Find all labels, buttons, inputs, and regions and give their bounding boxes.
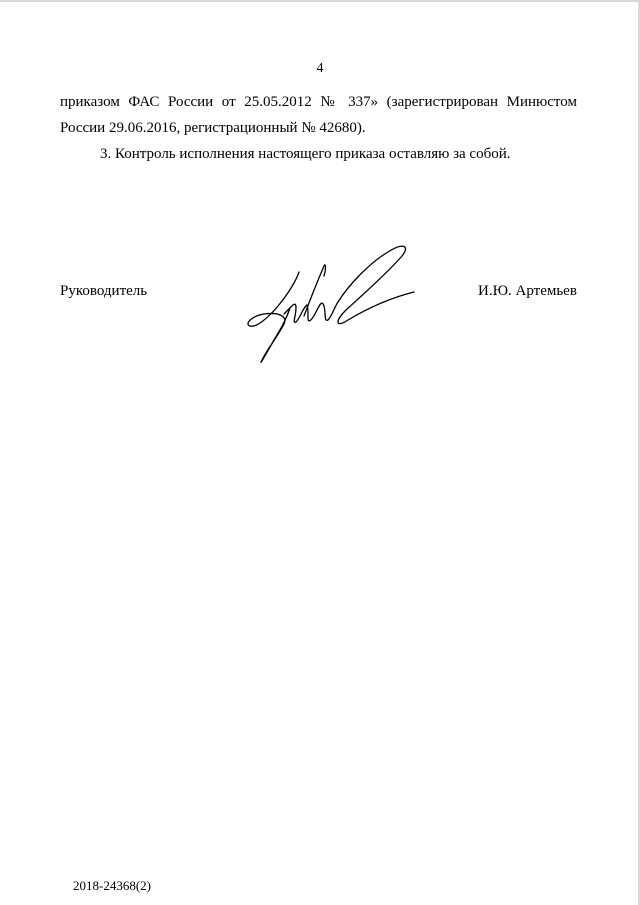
page-number: 4: [316, 61, 324, 76]
paragraph-order-reference: [60, 89, 577, 141]
page-edge-top: [0, 0, 640, 2]
paragraph-line: приказом ФАС России от 25.05.2012 № 337» (зарегистрирован Минюстом: [60, 94, 577, 110]
paragraph-line: России 29.06.2016, регистрационный № 42680).: [60, 120, 366, 136]
handwritten-signature: [238, 236, 420, 370]
signer-name: И.Ю. Артемьев: [478, 283, 577, 299]
paragraph-control-clause: 3. Контроль исполнения настоящего приказа оставляю за собой.: [100, 146, 511, 162]
signer-title: Руководитель: [60, 283, 148, 299]
document-registration-code: 2018-24368(2): [73, 878, 151, 893]
